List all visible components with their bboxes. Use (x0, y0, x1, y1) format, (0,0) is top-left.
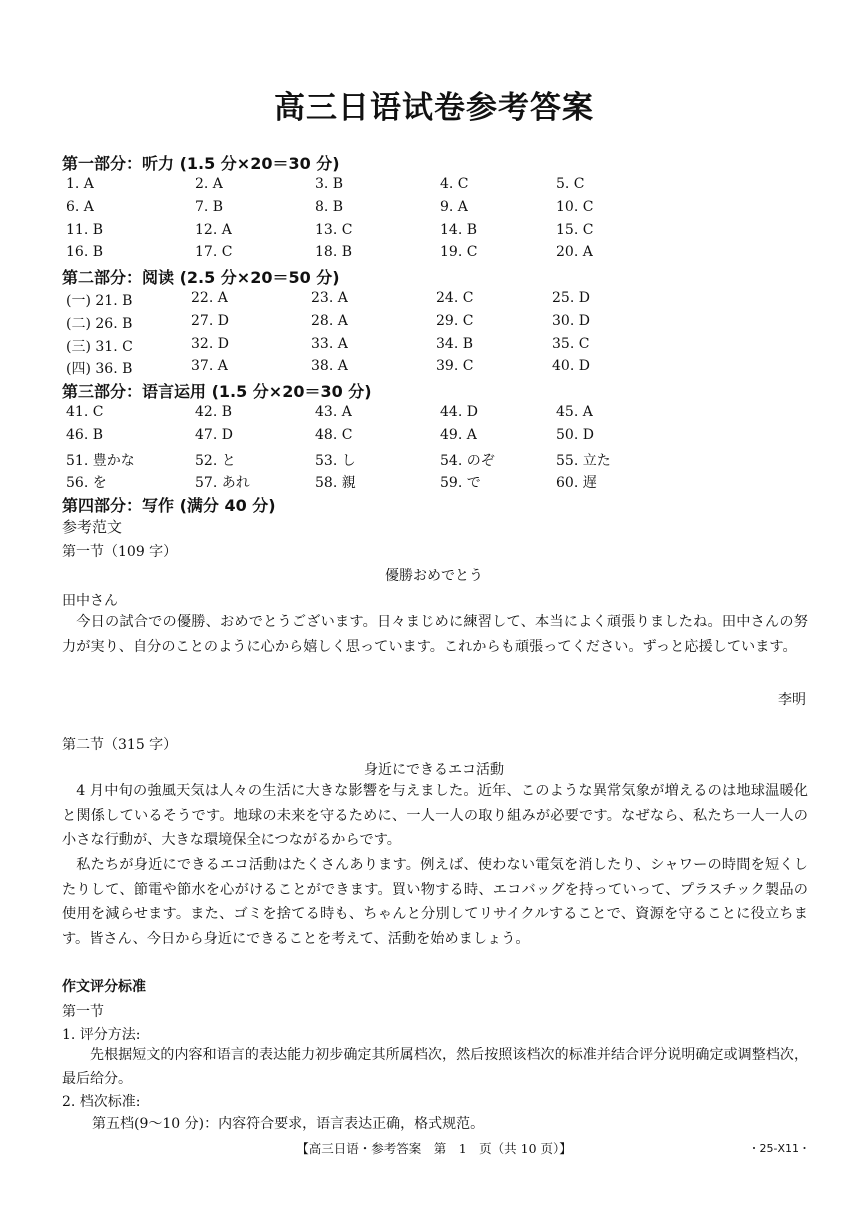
answer-item: 2. A (195, 176, 223, 192)
answer-item: 53. し (315, 452, 356, 469)
answer-item: 13. C (315, 221, 353, 238)
answer-item: 43. A (315, 404, 352, 420)
answer-item: 10. C (556, 198, 594, 215)
answer-item: 16. B (66, 244, 104, 261)
answer-item: 32. D (191, 335, 229, 352)
answer-item: 27. D (191, 312, 229, 329)
answer-item: 7. B (195, 198, 224, 215)
answer-item: 42. B (195, 404, 233, 420)
answer-item: 55. 立た (556, 452, 611, 469)
answer-row (62, 336, 822, 358)
answer-item: 6. A (66, 198, 94, 215)
answer-item: 38. A (311, 358, 348, 375)
answer-item: 33. A (311, 335, 348, 352)
answer-item: 45. A (556, 404, 593, 420)
criteria-section-label: 第一节 (62, 1004, 104, 1020)
page-title: 高三日语试卷参考答案 (274, 90, 594, 126)
answer-item: 34. B (436, 335, 474, 352)
answer-item: 50. D (556, 426, 594, 443)
answer-item: 28. A (311, 312, 348, 329)
answer-row (62, 290, 822, 312)
section2-paragraph-1: 4 月中旬の強風天気は人々の生活に大きな影響を与えました。近年、このような異常気象が増えるのは地球温暖化と関係しているそうです。地球の未来を守るために、一人一人の取り組みが必要です。なぜなら、私たち一人一人の小さな行動が、大きな環境保全につながるからです。 (62, 783, 808, 848)
page-code: ・25-X11・ (748, 1142, 810, 1155)
answer-item: 20. A (556, 244, 593, 261)
answer-item: 23. A (311, 290, 348, 306)
answer-item: 29. C (436, 312, 474, 329)
sample-label: 参考范文 (62, 518, 123, 536)
answer-group-first: (四) 36. B (66, 361, 133, 378)
answer-group-first: (二) 26. B (66, 315, 133, 332)
answer-item: 14. B (440, 221, 478, 238)
answer-item: 59. で (440, 475, 481, 492)
answer-row (62, 199, 822, 221)
answer-item: 39. C (436, 358, 474, 375)
answer-row (62, 244, 822, 266)
answer-row (62, 222, 822, 244)
criteria-item1-label: 1. 评分方法: (62, 1027, 141, 1043)
criteria-item1-text: 先根据短文的内容和语言的表达能力初步确定其所属档次，然后按照该档次的标准并结合评分说明确定或调整档次，最后给分。 (62, 1047, 808, 1087)
answer-item: 4. C (440, 176, 469, 192)
answer-item: 60. 遅 (556, 475, 597, 492)
answer-row (62, 472, 822, 494)
answer-group-first: (一) 21. B (66, 293, 133, 309)
answer-item: 48. C (315, 426, 353, 443)
answer-row (62, 450, 822, 472)
answer-item: 19. C (440, 244, 478, 261)
answer-item: 11. B (66, 221, 104, 238)
answer-item: 57. あれ (195, 475, 250, 492)
answer-item: 30. D (552, 312, 590, 329)
answer-item: 47. D (195, 426, 233, 443)
part1-heading: 第一部分：听力 (1.5 分×20＝30 分) (62, 154, 340, 173)
answer-item: 22. A (191, 290, 228, 306)
answer-item: 3. B (315, 176, 344, 192)
answer-item: 37. A (191, 358, 228, 375)
answer-item: 35. C (552, 335, 590, 352)
section1-salutation: 田中さん (62, 593, 118, 609)
answer-item: 18. B (315, 244, 353, 261)
answer-item: 49. A (440, 426, 477, 443)
part3-heading: 第三部分：语言运用 (1.5 分×20＝30 分) (62, 382, 372, 401)
answer-item: 40. D (552, 358, 590, 375)
section1-essay-title: 優勝おめでとう (385, 568, 483, 584)
answer-item: 54. のぞ (440, 452, 495, 469)
answer-row (62, 176, 822, 198)
answer-row (62, 404, 822, 426)
section1-signature: 李明 (778, 692, 806, 708)
page-footer: 【高三日语・参考答案 第 1 页（共 10 页）】 (296, 1141, 572, 1156)
section1-label: 第一节（109 字） (62, 544, 178, 560)
answer-item: 5. C (556, 176, 585, 192)
answer-item: 9. A (440, 198, 468, 215)
answer-item: 52. と (195, 452, 236, 469)
part4-heading: 第四部分：写作 (满分 40 分) (62, 496, 276, 515)
answer-item: 24. C (436, 290, 474, 306)
criteria-item2-text: 第五档(9～10 分)：内容符合要求，语言表达正确，格式规范。 (92, 1116, 485, 1132)
part2-heading: 第二部分：阅读 (2.5 分×20＝50 分) (62, 268, 340, 287)
answer-item: 25. D (552, 290, 590, 306)
answer-item: 1. A (66, 176, 94, 192)
answer-item: 58. 親 (315, 475, 356, 492)
criteria-heading: 作文评分标准 (62, 979, 146, 995)
answer-row (62, 427, 822, 449)
section2-label: 第二节（315 字） (62, 737, 178, 753)
answer-item: 44. D (440, 404, 478, 420)
answer-item: 15. C (556, 221, 594, 238)
criteria-item2-label: 2. 档次标准: (62, 1094, 141, 1110)
answer-group-first: (三) 31. C (66, 338, 133, 355)
answer-item: 41. C (66, 404, 104, 420)
section2-paragraph-2: 私たちが身近にできるエコ活動はたくさんあります。例えば、使わない電気を消したり、シャワーの時間を短くしたりして、節電や節水を心がけることができます。買い物する時、エコバッグを持っていって、プラスチック製品の使用を減らせます。また、ゴミを捨てる時も、ちゃんと分別してリサイクルすることで、資源を守ることに役立ちます。皆さん、今日から身近にできることを考えて、活動を始めましょう。 (62, 857, 808, 947)
answer-item: 17. C (195, 244, 233, 261)
answer-item: 56. を (66, 475, 107, 492)
answer-row (62, 313, 822, 335)
answer-item: 12. A (195, 221, 232, 238)
answer-item: 46. B (66, 426, 104, 443)
answer-row (62, 358, 822, 380)
section1-body: 今日の試合での優勝、おめでとうございます。日々まじめに練習して、本当によく頑張りましたね。田中さんの努力が実り、自分のことのように心から嬉しく思っています。これからも頑張ってください。ずっと応援しています。 (62, 614, 808, 655)
answer-item: 51. 豊かな (66, 452, 135, 469)
answer-item: 8. B (315, 198, 344, 215)
section2-essay-title: 身近にできるエコ活動 (364, 762, 504, 778)
